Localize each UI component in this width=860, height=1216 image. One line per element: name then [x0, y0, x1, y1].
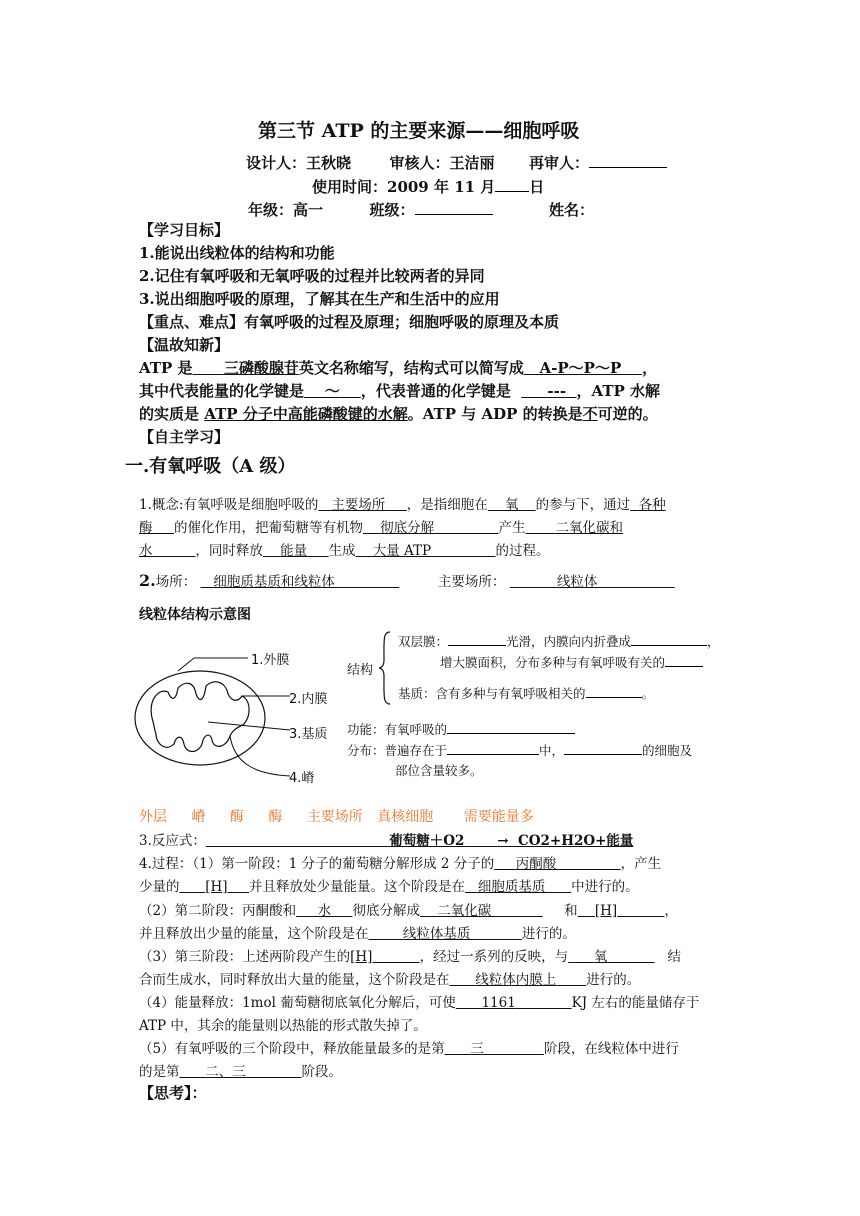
- text: 其中代表能量的化学键是: [139, 382, 305, 400]
- answer: 三: [470, 1041, 484, 1057]
- text: 双层膜：: [398, 634, 449, 649]
- label-line-outer: [178, 658, 194, 671]
- text: 结: [667, 949, 681, 965]
- text: KJ 左右的能量储存于: [571, 995, 700, 1011]
- review-line-1: [139, 357, 657, 378]
- section-heading: 一.有氧呼吸（A 级）: [125, 456, 296, 477]
- label-cristae: 4.嵴: [289, 771, 315, 786]
- process-2-line-1: [139, 899, 678, 919]
- review-line-2: [139, 380, 660, 401]
- answer: 线粒体基质: [402, 926, 471, 942]
- text: 进行的。: [521, 926, 576, 942]
- answer-hydrolysis: ATP 分子中高能磷酸键的水解: [204, 405, 408, 423]
- text: 4.过程：（1）第一阶段：1 分子的葡萄糖分解形成 2 分子的: [139, 856, 495, 872]
- answer: 1161: [481, 995, 516, 1011]
- brace-icon: [378, 630, 392, 706]
- text: 2.: [139, 571, 156, 590]
- blank[interactable]: [564, 740, 642, 755]
- goal-item: 3.说出细胞呼吸的原理，了解其在生产和生活中的应用: [139, 290, 500, 308]
- text: ，: [707, 634, 720, 649]
- answer: 氧: [593, 949, 608, 965]
- answer: 能量: [280, 543, 308, 559]
- inner-membrane-shape: [151, 682, 249, 752]
- text: 阶段。: [301, 1064, 343, 1080]
- text: 生成: [328, 543, 356, 559]
- text: 中进行的。: [571, 879, 639, 895]
- blank[interactable]: [665, 652, 703, 667]
- answer: 主要场所: [331, 497, 386, 513]
- answer: 真核细胞: [377, 809, 434, 825]
- answer: 主要场所: [306, 809, 363, 825]
- text: 并且释放出少量的能量，这个阶段是在: [139, 926, 369, 942]
- text: 增大膜面积，分布多种与有氧呼吸有关的: [440, 655, 666, 670]
- think-heading: 【思考】：: [139, 1084, 207, 1102]
- answer: 外层: [139, 809, 167, 825]
- reaction-formula: 葡萄糖＋O2 → CO2+H2O+能量: [389, 833, 634, 849]
- text: 分布：普遍存在于: [347, 743, 448, 758]
- text: 1.概念:有氧呼吸是细胞呼吸的: [139, 497, 319, 513]
- outer-membrane-shape: [135, 671, 265, 765]
- goals-heading: 【学习目标】: [139, 221, 230, 239]
- text: 合而生成水，同时释放出大量的能量，这个阶段是在: [139, 972, 450, 988]
- text: （4）能量释放：1mol 葡萄糖彻底氧化分解后，可使: [139, 995, 456, 1011]
- text: ，经过一系列的反映，与: [419, 949, 569, 965]
- usage-time: 使用时间：2009 年 11 月: [312, 178, 496, 196]
- page-title: 第三节 ATP 的主要来源——细胞呼吸: [258, 120, 580, 142]
- self-study-heading: 【自主学习】: [139, 428, 230, 446]
- label-outer-membrane: 1.外膜: [251, 653, 290, 668]
- text: 可逆的。: [597, 405, 658, 423]
- matrix-line: [398, 683, 654, 702]
- key-points: 【重点、难点】有氧呼吸的过程及原理；细胞呼吸的原理及本质: [139, 313, 560, 331]
- process-3-line-2: [139, 968, 640, 988]
- text: 彻底分解成: [352, 903, 421, 919]
- text: ，是指细胞在: [406, 497, 488, 513]
- text: 场所：: [155, 574, 197, 590]
- mitochondrion-diagram: [130, 640, 360, 790]
- text: 的是第: [139, 1064, 180, 1080]
- double-membrane-line: [398, 631, 720, 650]
- text: 。: [641, 686, 655, 701]
- diagram-title: 线粒体结构示意图: [139, 607, 251, 623]
- grade: 年级：高一: [248, 201, 324, 219]
- text: ，代表普通的化学键是: [360, 382, 511, 400]
- meta-line-3: [248, 199, 594, 220]
- answer: 酶: [268, 809, 283, 825]
- text: 光滑，内膜向内折叠成: [506, 634, 632, 649]
- answer: [H]: [205, 879, 228, 895]
- blank[interactable]: [631, 631, 707, 646]
- membrane-area-line: [440, 652, 703, 671]
- text: 。ATP 与 ADP 的转换是: [407, 405, 583, 423]
- process-2-line-2: [139, 922, 576, 942]
- process-5-line-2: [139, 1060, 342, 1080]
- process-5-line-1: [139, 1037, 679, 1057]
- class-label: 班级：: [369, 201, 415, 219]
- function-line: [347, 719, 575, 738]
- answer: 水: [139, 543, 153, 559]
- answer-atp-structure: A-P～P～P: [539, 359, 622, 377]
- answer: [H]: [350, 949, 373, 965]
- answer: 水: [317, 903, 332, 919]
- concept-line-2: [139, 516, 623, 536]
- text: 功能：有氧呼吸的: [347, 722, 448, 737]
- answer-main-site: 线粒体: [556, 574, 598, 590]
- site-line: [139, 570, 675, 590]
- reviewer: 审核人：王洁丽: [389, 154, 495, 172]
- text: 和: [564, 903, 578, 919]
- text: 阶段，在线粒体中进行: [543, 1041, 679, 1057]
- goal-item: 2.记住有氧呼吸和无氧呼吸的过程并比较两者的异同: [139, 267, 485, 285]
- text: （3）第三阶段：上述两阶段产生的: [139, 949, 351, 965]
- answer-high-energy-bond: ～: [324, 382, 340, 400]
- answer-not: 不: [582, 405, 598, 423]
- process-3-line-1: [139, 945, 681, 965]
- structure-label: 结构: [347, 663, 374, 678]
- text: 主要场所：: [437, 574, 506, 590]
- answer: 氧: [504, 497, 519, 513]
- answer-normal-bond: ---: [547, 382, 567, 400]
- label-matrix: 3.基质: [289, 727, 328, 742]
- answer: 二、三: [205, 1064, 246, 1080]
- blank[interactable]: [448, 631, 506, 646]
- designer: 设计人：王秋晓: [246, 154, 352, 172]
- distribution-line: [347, 740, 692, 759]
- day-blank[interactable]: [495, 177, 529, 192]
- answer: 需要能量多: [463, 809, 534, 825]
- answer: 嵴: [191, 809, 206, 825]
- blank[interactable]: [447, 719, 575, 734]
- meta-line-2: [312, 176, 544, 197]
- text: ，产生: [620, 856, 662, 872]
- process-1-line-2: [139, 875, 639, 895]
- text: 的过程。: [495, 543, 550, 559]
- text: ATP 是: [139, 359, 193, 377]
- text: （5）有氧呼吸的三个阶段中，释放能量最多的是第: [139, 1041, 445, 1057]
- label-inner-membrane: 2.内膜: [289, 692, 328, 707]
- meta-line-1: [246, 152, 667, 173]
- text: 进行的。: [586, 972, 641, 988]
- class-blank[interactable]: [415, 200, 493, 215]
- text: 的细胞及: [642, 743, 693, 758]
- blank[interactable]: [447, 740, 539, 755]
- review-line-3: [139, 403, 658, 424]
- answer-site: 细胞质基质和线粒体: [213, 574, 335, 590]
- goal-item: 1.能说出线粒体的结构和功能: [139, 244, 335, 262]
- rereviewer-blank[interactable]: [589, 153, 667, 168]
- text: 产生: [498, 520, 526, 536]
- text: （2）第二阶段：丙酮酸和: [139, 903, 297, 919]
- answer: 线粒体内膜上: [475, 972, 557, 988]
- answer: [H]: [594, 903, 618, 919]
- text: ，ATP 水解: [576, 382, 661, 400]
- reaction-line: [139, 829, 633, 849]
- process-4-line-2: ATP 中，其余的能量则以热能的形式散失掉了。: [139, 1018, 427, 1034]
- text: 中，: [539, 743, 565, 758]
- process-4-line-1: [139, 991, 699, 1011]
- rereviewer: 再审人：: [528, 154, 589, 172]
- answer: 丙酮酸: [515, 856, 557, 872]
- answer: 细胞质基质: [477, 879, 546, 895]
- usage-day: 日: [529, 178, 545, 196]
- text: 少量的: [139, 879, 180, 895]
- concept-line-1: [139, 493, 666, 513]
- answer: 彻底分解: [380, 520, 435, 536]
- process-1-line-1: [139, 852, 661, 872]
- name-label: 姓名：: [548, 201, 594, 219]
- concept-line-3: [139, 539, 550, 559]
- answer: 酶: [229, 809, 244, 825]
- text: 的催化作用，把葡萄糖等有机物: [173, 520, 363, 536]
- text: 英文名称缩写，结构式可以简写成: [298, 359, 524, 377]
- blank[interactable]: [586, 683, 642, 698]
- text: ，: [664, 903, 678, 919]
- text: 的实质是: [139, 405, 200, 423]
- answer-atp-name: 三磷酸腺苷: [223, 359, 299, 377]
- orange-answers: [139, 806, 534, 826]
- text: ，同时释放: [195, 543, 263, 559]
- answer: 大量 ATP: [372, 543, 432, 559]
- review-heading: 【温故知新】: [139, 336, 230, 354]
- answer: 二氧化碳: [437, 903, 492, 919]
- text: 并且释放处少量能量。这个阶段是在: [249, 879, 466, 895]
- text: 的参与下，通过: [535, 497, 631, 513]
- answer: 各种: [638, 497, 666, 513]
- distribution-line-2: 部位含量较多。: [395, 763, 483, 778]
- text: 3.反应式：: [139, 833, 206, 849]
- answer: 二氧化碳和: [555, 520, 624, 536]
- label-line-matrix: [208, 722, 290, 730]
- text: ，: [642, 359, 658, 377]
- text: 基质：含有多种与有氧呼吸相关的: [398, 686, 586, 701]
- answer: 酶: [139, 520, 153, 536]
